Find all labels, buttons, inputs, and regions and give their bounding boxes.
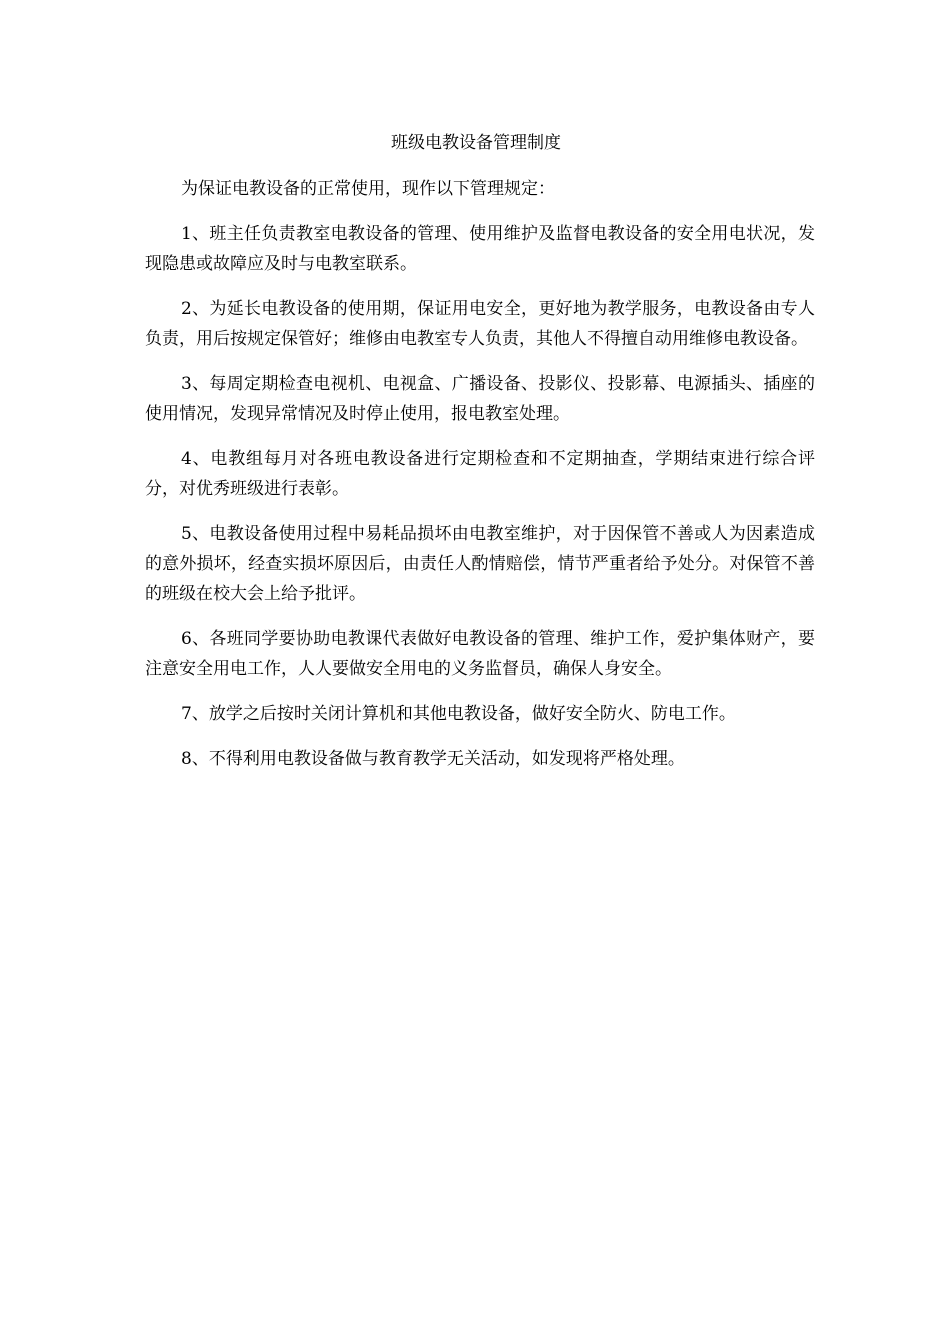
intro-paragraph: 为保证电教设备的正常使用，现作以下管理规定：	[181, 179, 555, 199]
rule-2: 2、为延长电教设备的使用期，保证用电安全，更好地为教学服务，电教设备由专人负责，用后按规定保管好；维修由电教室专人负责，其他人不得擅自动用维修电教设备。	[145, 299, 815, 349]
document-title: 班级电教设备管理制度	[391, 133, 561, 153]
rule-3: 3、每周定期检查电视机、电视盒、广播设备、投影仪、投影幕、电源插头、插座的使用情况，发现异常情况及时停止使用，报电教室处理。	[145, 374, 815, 424]
rule-1: 1、班主任负责教室电教设备的管理、使用维护及监督电教设备的安全用电状况，发现隐患或故障应及时与电教室联系。	[145, 224, 815, 274]
document-body	[145, 174, 815, 789]
rule-5: 5、电教设备使用过程中易耗品损坏由电教室维护，对于因保管不善或人为因素造成的意外损坏，经查实损坏原因后，由责任人酌情赔偿，情节严重者给予处分。对保管不善的班级在校大会上给予批评。	[145, 524, 815, 604]
rule-4: 4、电教组每月对各班电教设备进行定期检查和不定期抽查，学期结束进行综合评分，对优秀班级进行表彰。	[145, 449, 815, 499]
rule-7: 7、放学之后按时关闭计算机和其他电教设备，做好安全防火、防电工作。	[181, 704, 736, 724]
rule-8: 8、不得利用电教设备做与教育教学无关活动，如发现将严格处理。	[181, 749, 685, 769]
rule-6: 6、各班同学要协助电教课代表做好电教设备的管理、维护工作，爱护集体财产，要注意安全用电工作，人人要做安全用电的义务监督员，确保人身安全。	[145, 629, 815, 679]
